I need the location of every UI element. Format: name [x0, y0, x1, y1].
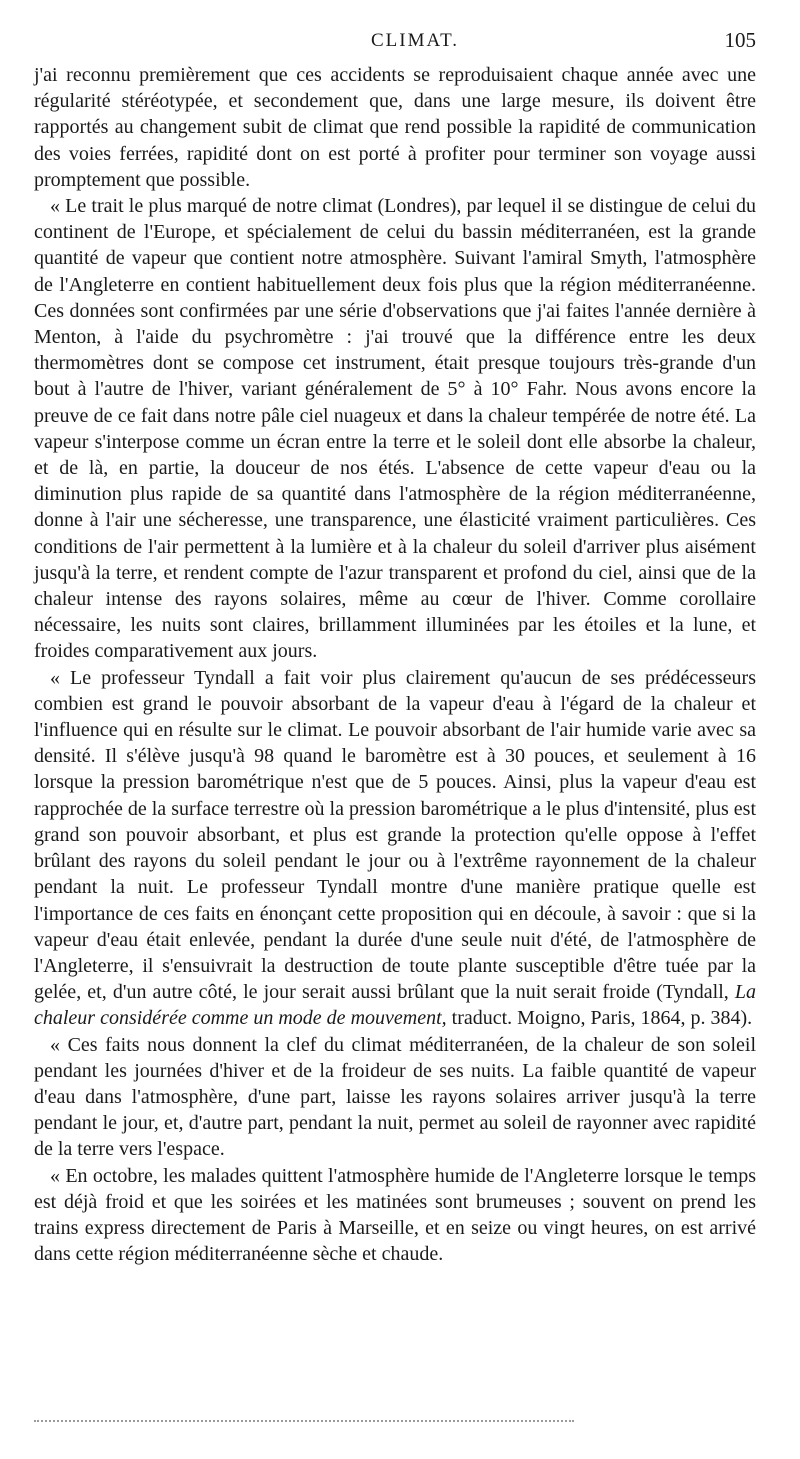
page-number: 105	[724, 28, 756, 52]
book-page	[34, 22, 756, 1267]
paragraph-quote-mediterranean: « Ces faits nous donnent la clef du climat méditerranéen, de la chaleur de son soleil pendant les journées d'hiver et de la froideur de ses nuits. La faible quantité de vapeur d'eau dans l'atmosphère, d'une part, laisse les rayons solaires arriver jusqu'à la terre pendant le jour, et, d'autre part, pendant la nuit, permet au soleil de rayonner avec rapidité de la terre vers l'espace.	[34, 1033, 756, 1161]
running-head	[34, 22, 756, 62]
running-title: CLIMAT.	[370, 30, 460, 51]
paragraph-continuation: j'ai reconnu premièrement que ces accidents se reproduisaient chaque année avec une régularité stéréotypée, et secondement que, dans une large mesure, ils doivent être rapportés au changement subit de climat que rend possible la rapidité de communication des voies ferrées, rapidité dont on est porté à profiter pour terminer son voyage aussi promptement que possible.	[34, 64, 756, 191]
paragraph-text: traduct. Moigno, Paris, 1864, p. 384).	[446, 1007, 753, 1030]
paragraph-quote-climate: « Le trait le plus marqué de notre climat (Londres), par lequel il se distingue de celui du continent de l'Europe, et spécialement de celui du bassin méditerranéen, est la grande quantité de vapeur que contient notre atmosphère. Suivant l'amiral Smyth, l'atmosphère de l'Angleterre en contient habituellement deux fois plus que la région méditerranéenne. Ces données sont confirmées par une série d'observations que j'ai faites l'année dernière à Menton, à l'aide du psychromètre : j'ai trouvé que la différence entre les deux thermomètres dont se compose cet instrument, était presque toujours très-grande d'un bout à l'autre de l'hiver, variant généralement de 5° à 10° Fahr. Nous avons encore la preuve de ce fait dans notre pâle ciel nuageux et dans la chaleur tempérée de notre été. La vapeur s'interpose comme un écran entre la terre et le soleil dont elle absorbe la chaleur, et de là, en partie, la douceur de nos étés. L'absence de cette vapeur d'eau ou la diminution plus rapide de sa quantité dans l'atmosphère de la région méditerranéenne, donne à l'air une sécheresse, une transparence, une élasticité vraiment particulières. Ces conditions de l'air permettent à la lumière et à la chaleur du soleil d'arriver plus aisément jusqu'à la terre, et rendent compte de l'azur transparent et profond du ciel, ainsi que de la chaleur intense des rayons solaires, même au cœur de l'hiver. Comme corollaire nécessaire, les nuits sont claires, brillamment illuminées par les étoiles et la lune, et froides comparativement aux jours.	[34, 195, 756, 663]
paragraph-quote-tyndall	[34, 665, 756, 1032]
paragraph-text: « Le professeur Tyndall a fait voir plus clairement qu'aucun de ses prédécesseurs combien est grand le pouvoir absorbant de la vapeur d'eau à l'égard de la chaleur et l'influence qui en résulte sur le climat. Le pouvoir absorbant de l'air humide varie avec sa densité. Il s'élève jusqu'à 98 quand le baromètre est à 30 pouces, et seulement à 16 lorsque la pression barométrique n'est que de 5 pouces. Ainsi, plus la vapeur d'eau est rapprochée de la surface terrestre où la pression barométrique a le plus d'intensité, plus est grand son pouvoir absorbant, et plus est grande la protection qu'elle oppose à l'effet brûlant des rayons du soleil pendant le jour ou à l'extrême rayonnement de la chaleur pendant la nuit. Le professeur Tyndall montre d'une manière pratique quelle est l'importance de ces faits en énonçant cette proposition qui en découle, à savoir : que si la vapeur d'eau était enlevée, pendant la durée d'une seule nuit d'été, de l'atmosphère de l'Angleterre, il s'ensuivrait la destruction de toute plante susceptible d'être tuée par la gelée, et, d'un autre côté, le jour serait aussi brûlant que la nuit serait froide (Tyndall,	[34, 666, 756, 1004]
paragraph-quote-october: « En octobre, les malades quittent l'atmosphère humide de l'Angleterre lorsque le temps est déjà froid et que les soirées et les matinées sont brumeuses ; souvent on prend les trains express directement de Paris à Marseille, et en seize ou vingt heures, on est arrivé dans cette région méditerranéenne sèche et chaude.	[34, 1164, 756, 1266]
body-text	[34, 62, 756, 1267]
book-title-italic: La chaleur considérée comme un mode de mouvement,	[34, 981, 756, 1030]
bottom-dotted-rule	[34, 1420, 574, 1422]
